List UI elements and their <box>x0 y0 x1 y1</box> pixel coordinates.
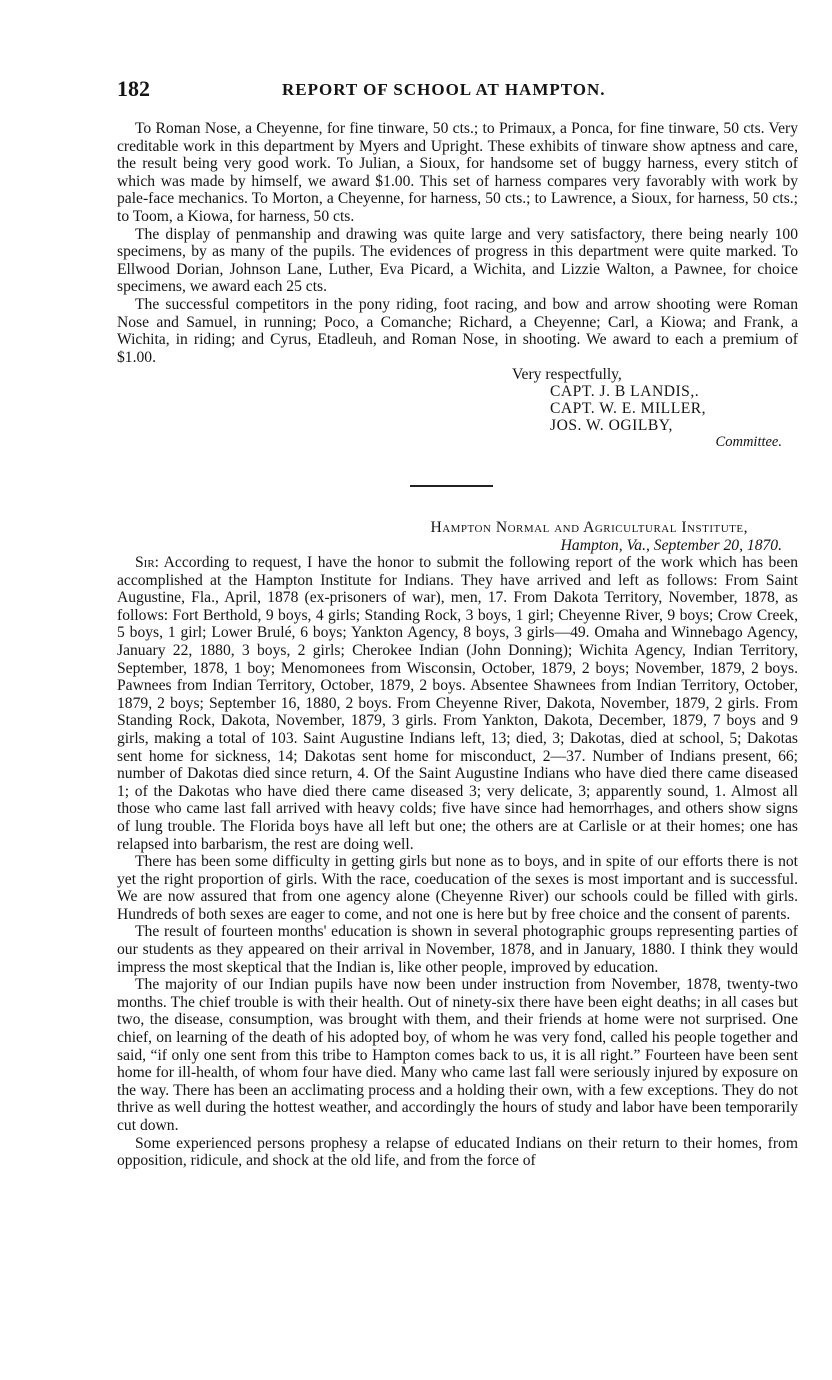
signatory: JOS. W. OGILBY, <box>550 417 673 435</box>
committee-report <box>117 120 798 451</box>
paragraph: To Roman Nose, a Cheyenne, for fine tinware, 50 cts.; to Primaux, a Ponca, for fine tinware, 50 cts. Very creditable work in this department by Myers and Upright. These exhibits of tinware show aptness and care, the result being very good work. To Julian, a Sioux, for handsome set of buggy harness, every stitch of which was made by himself, we award $1.00. This set of harness compares very favorably with work by pale-face mechanics. To Morton, a Cheyenne, for harness, 50 cts.; to Lawrence, a Sioux, for harness, 50 cts.; to Toom, a Kiowa, for harness, 50 cts. <box>117 120 798 225</box>
signatory: CAPT. J. B LANDIS,. <box>550 383 700 401</box>
section-divider <box>410 485 493 487</box>
closing-line: Very respectfully, <box>512 366 622 384</box>
paragraph: The result of fourteen months' education is shown in several photographic groups representing parties of our students as they appeared on their arrival in November, 1878, and in January, 1880. I think they would impress the most skeptical that the Indian is, like other people, improved by education. <box>117 923 798 976</box>
letter-heading <box>117 519 798 555</box>
institution-name: Hampton Normal and Agricultural Institute, <box>430 519 748 536</box>
paragraph: The majority of our Indian pupils have now been under instruction from November, 1878, twenty-two months. The chief trouble is with their health. Out of ninety-six there have been eight deaths; in all cases but two, the disease, consumption, was brought with them, and their friends at home were not surprised. One chief, on learning of the death of his adopted boy, of whom he was very fond, called his people together and said, “if only one sent from this tribe to Hampton comes back to us, it is all right.” Fourteen have been sent home for ill-health, of whom four have died. Many who came last fall were seriously injured by exposure on the way. There has been an acclimating process and a holding their own, with a few exceptions. They do not thrive as well during the hottest weather, and accordingly the hours of study and labor have been temporarily cut down. <box>117 976 798 1134</box>
page-header <box>117 76 797 102</box>
paragraph: There has been some difficulty in getting girls but none as to boys, and in spite of our efforts there is not yet the right proportion of girls. With the race, coeducation of the sexes is most important and is successful. We are now assured that from one agency alone (Cheyenne River) our schools could be filled with girls. Hundreds of both sexes are eager to come, and not one is here but by free choice and the consent of parents. <box>117 853 798 923</box>
paragraph: The successful competitors in the pony riding, foot racing, and bow and arrow shooting were Roman Nose and Samuel, in running; Poco, a Comanche; Richard, a Cheyenne; Carl, a Kiowa; and Frank, a Wichita, in riding; and Cyrus, Etadleuh, and Roman Nose, in shooting. We award to each a premium of $1.00. <box>117 295 798 366</box>
paragraph <box>117 554 798 853</box>
committee-label: Committee. <box>715 434 782 451</box>
paragraph-text: According to request, I have the honor to submit the following report of the work which has been accomplished at the Hampton Institute for Indians. They have arrived and left as follows: From Saint Augustine, Fla., April, 1878 (ex-prisoners of war), men, 17. From Dakota Territory, November, 1878, as follows: Fort Berthold, 9 boys, 4 girls; Standing Rock, 3 boys, 1 girl; Cheyenne River, 9 boys; Crow Creek, 5 boys, 1 girl; Lower Brulé, 6 boys; Yankton Agency, 8 boys, 3 girls—49. Omaha and Winnebago Agency, January 22, 1880, 3 boys, 2 girls; Cherokee Indian (John Donning); Wichita Agency, Indian Territory, September, 1878, 1 boy; Menomonees from Wisconsin, October, 1879, 2 boys; November, 1879, 2 boys. Pawnees from Indian Territory, October, 1879, 2 boys. Absentee Shawnees from Indian Territory, October, 1879, 2 boys; September 16, 1880, 2 boys. From Cheyenne River, Dakota, November, 1879, 2 girls. From Standing Rock, Dakota, November, 1879, 3 girls. From Yankton, Dakota, December, 1879, 7 boys and 9 girls, making a total of 103. Saint Augustine Indians left, 13; died, 3; Dakotas, died at school, 5; Dakotas sent home for sickness, 14; Dakotas sent home for misconduct, 2—37. Number of Indians present, 66; number of Dakotas died since return, 4. Of the Saint Augustine Indians who have died there came diseased 1; of the Dakotas who have died there came diseased 3; very delicate, 3; apparently sound, 1. Almost all those who came last fall arrived with heavy colds; five have since had hemorrhages, and others show signs of lung trouble. The Florida boys have all left but one; the others are at Carlisle or at their homes; one has relapsed into barbarism, the rest are doing well. <box>117 554 798 853</box>
running-title: REPORT OF SCHOOL AT HAMPTON. <box>282 80 606 99</box>
signatory: CAPT. W. E. MILLER, <box>550 400 707 418</box>
paragraph: The display of penmanship and drawing was quite large and very satisfactory, there being nearly 100 specimens, by as many of the pupils. The evidences of progress in this department were quite marked. To Ellwood Dorian, Johnson Lane, Luther, Eva Picard, a Wichita, and Lizzie Walton, a Pawnee, for choice specimens, we award each 25 cts. <box>117 225 798 296</box>
institute-letter <box>117 554 798 1170</box>
page-number: 182 <box>117 76 150 101</box>
place-date: Hampton, Va., September 20, 1870. <box>560 537 782 554</box>
signature-block <box>512 366 798 451</box>
salutation: Sir: <box>135 554 160 571</box>
paragraph: Some experienced persons prophesy a relapse of educated Indians on their return to their homes, from opposition, ridicule, and shock at the old life, and from the force of <box>117 1134 798 1170</box>
